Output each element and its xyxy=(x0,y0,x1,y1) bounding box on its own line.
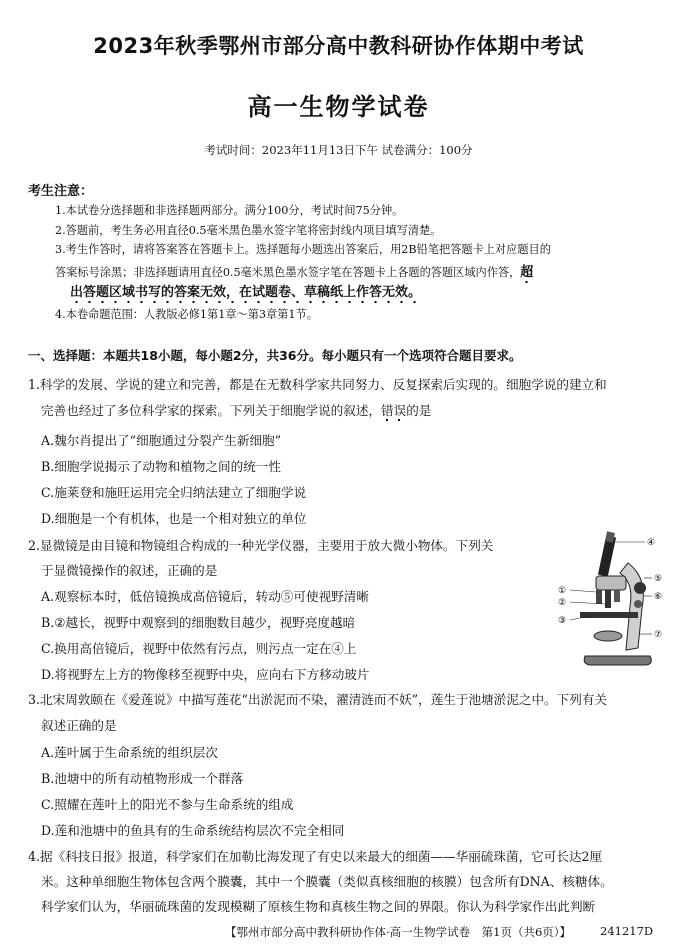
notice-emphasis xyxy=(70,285,421,300)
notice-emphasis-start xyxy=(520,265,533,280)
q3-stem-line-1: 3.北宋周敦颐在《爱莲说》中描写莲花“出淤泥而不染，濯清涟而不妖”，莲生于池塘淤泥之中。下列有关 xyxy=(28,692,608,707)
microscope-stage xyxy=(580,612,638,618)
label-3: ③ xyxy=(558,616,567,626)
coarse-knob xyxy=(634,582,646,594)
q1-option-c: C.施莱登和施旺运用完全归纳法建立了细胞学说 xyxy=(41,485,307,500)
q1-option-a: A.魏尔肖提出了“细胞通过分裂产生新细胞” xyxy=(41,433,282,448)
q1-stem-line-1: 1.科学的发展、学说的建立和完善，都是在无数科学家共同努力、反复探索后实现的。细胞学说的建立和 xyxy=(28,377,607,392)
section-heading: 一、选择题：本题共18小题，每小题2分，共36分。每小题只有一个选项符合题目要求。 xyxy=(28,348,522,363)
emphasis-dots xyxy=(520,280,533,284)
label-1: ① xyxy=(558,586,567,596)
notice-emphasis-start-text: 超 xyxy=(520,265,534,280)
label-4: ④ xyxy=(647,538,656,548)
q2-option-c: C.换用高倍镜后，视野中依然有污点，则污点一定在④上 xyxy=(41,641,357,656)
microscope-figure xyxy=(550,528,670,668)
page-footer: 【鄂州市部分高中教科研协作体·高一生物学试卷 第1页（共6页）】 xyxy=(225,925,572,939)
objective-2 xyxy=(605,590,611,608)
emphasis-dots xyxy=(381,418,406,422)
q4-stem-line-1: 4.据《科技日报》报道，科学家们在加勒比海发现了有史以来最大的细菌——华丽硫珠菌，它可长达2厘 xyxy=(28,849,603,864)
q4-stem-line-2: 米。这种单细胞生物体包含两个膜囊，其中一个膜囊（类似真核细胞的核膜）包含所有DNA、核糖体。 xyxy=(41,874,613,889)
emphasis-dots xyxy=(70,300,421,304)
notice-item-3-line-2 xyxy=(55,261,533,280)
q3-option-b: B.池塘中的所有动植物形成一个群落 xyxy=(41,771,244,786)
q3-option-c: C.照耀在莲叶上的阳光不参与生命系统的组成 xyxy=(41,797,294,812)
objective-3 xyxy=(614,590,620,602)
q3-option-a: A.莲叶属于生命系统的组织层次 xyxy=(41,745,218,760)
microscope-mirror xyxy=(594,631,622,641)
q1-stem-tail: 的是 xyxy=(406,403,432,418)
notice-emphasis-text: 出答题区域书写的答案无效，在试题卷、草稿纸上作答无效。 xyxy=(70,285,422,300)
microscope-eyepiece xyxy=(598,535,616,576)
q1-stem-line-2 xyxy=(41,400,431,419)
exam-subtitle: 高一生物学试卷 xyxy=(247,93,430,121)
label-5: ⑤ xyxy=(654,574,663,584)
label-7: ⑦ xyxy=(654,630,663,640)
notice-item-4: 4.本卷命题范围：人教版必修1第1章～第3章第1节。 xyxy=(55,308,318,321)
q2-option-b: B.②越长，视野中观察到的细胞数目越少，视野亮度越暗 xyxy=(41,615,356,630)
q1-option-d: D.细胞是一个有机体，也是一个相对独立的单位 xyxy=(41,511,307,526)
notice-item-1: 1.本试卷分选择题和非选择题两部分。满分100分，考试时间75分钟。 xyxy=(55,204,404,217)
q1-emphasis-text: 错误 xyxy=(381,403,407,418)
exam-title: 2023年秋季鄂州市部分高中教科研协作体期中考试 xyxy=(93,34,584,58)
q1-option-b: B.细胞学说揭示了动物和植物之间的统一性 xyxy=(41,459,281,474)
notice-item-3-line-1: 3.考生作答时，请将答案答在答题卡上。选择题每小题选出答案后，用2B铅笔把答题卡上对应题目的 xyxy=(55,243,551,256)
q3-stem-line-2: 叙述正确的是 xyxy=(41,718,117,733)
q2-stem-line-1: 2.显微镜是由目镜和物镜组合构成的一种光学仪器，主要用于放大微小物体。下列关 xyxy=(28,538,494,553)
notice-heading: 考生注意： xyxy=(28,184,94,199)
q3-option-d: D.莲和池塘中的鱼具有的生命系统结构层次不完全相同 xyxy=(41,823,345,838)
microscope-head xyxy=(596,576,626,590)
q1-stem-text: 完善也经过了多位科学家的探索。下列关于细胞学说的叙述， xyxy=(41,403,382,418)
notice-item-2: 2.答题前，考生务必用直径0.5毫米黑色墨水签字笔将密封线内项目填写清楚。 xyxy=(55,224,442,237)
leader-1 xyxy=(570,590,596,592)
footer-code: 241217D xyxy=(600,924,654,938)
q4-stem-line-3: 科学家们认为，华丽硫珠菌的发现模糊了原核生物和真核生物之间的界限。你认为科学家作出此判断 xyxy=(41,899,596,914)
label-2: ② xyxy=(558,598,567,608)
fine-knob xyxy=(634,600,642,608)
notice-item-3-line-2-text: 答案标号涂黑；非选择题请用直径0.5毫米黑色墨水签字笔在答题卡上各题的答题区域内作答， xyxy=(55,266,521,279)
objective-1 xyxy=(596,590,602,604)
q2-option-a: A.观察标本时，低倍镜换成高倍镜后，转动⑤可使视野清晰 xyxy=(41,589,369,604)
q2-option-d: D.将视野左上方的物像移至视野中央，应向右下方移动玻片 xyxy=(41,667,370,682)
exam-meta: 考试时间：2023年11月13日下午 试卷满分：100分 xyxy=(204,143,473,157)
q1-emphasis xyxy=(381,403,406,418)
notice-item-3-line-3 xyxy=(70,281,421,300)
q2-stem-line-2: 于显微镜操作的叙述，正确的是 xyxy=(41,563,218,578)
label-6: ⑥ xyxy=(654,592,663,602)
microscope-base xyxy=(584,656,651,665)
